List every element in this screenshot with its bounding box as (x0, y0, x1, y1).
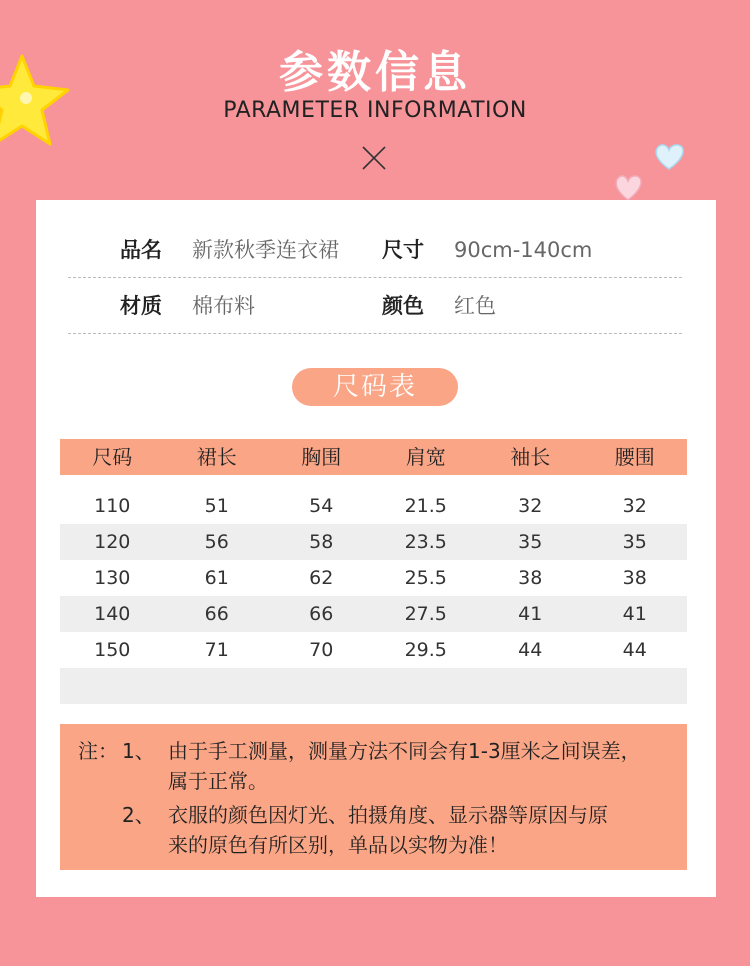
table-cell: 41 (622, 603, 647, 625)
table-cell: 44 (518, 639, 543, 661)
close-icon (360, 144, 388, 172)
column-header: 腰围 (614, 445, 655, 469)
table-cell: 66 (204, 603, 229, 625)
column-header: 肩宽 (405, 445, 446, 469)
table-cell: 23.5 (404, 531, 447, 553)
heart-icon (612, 173, 644, 203)
column-header: 胸围 (301, 445, 342, 469)
table-cell: 32 (622, 495, 647, 517)
column-header: 尺码 (92, 445, 133, 469)
table-cell: 38 (622, 567, 647, 589)
info-label: 尺寸 (382, 238, 424, 262)
table-cell: 150 (94, 639, 131, 661)
table-cell: 38 (518, 567, 543, 589)
table-cell: 66 (309, 603, 334, 625)
note-text: 衣服的颜色因灯光、拍摄角度、显示器等原因与原 (168, 803, 608, 827)
note-item (78, 800, 669, 860)
info-label: 颜色 (382, 294, 424, 318)
table-cell: 130 (94, 567, 131, 589)
column-header: 袖长 (510, 445, 551, 469)
table-row (60, 488, 687, 524)
table-cell: 21.5 (404, 495, 447, 517)
table-cell: 41 (518, 603, 543, 625)
page-subtitle: PARAMETER INFORMATION (223, 98, 527, 123)
note-prefix: 注： (78, 739, 118, 763)
note-number: 2、 (122, 803, 155, 827)
table-cell: 25.5 (404, 567, 447, 589)
column-header: 裙长 (196, 445, 237, 469)
size-chart-title: 尺码表 (292, 368, 458, 406)
note-item (78, 736, 669, 796)
table-cell: 54 (309, 495, 334, 517)
table-cell: 71 (204, 639, 229, 661)
table-row (60, 524, 687, 560)
heart-icon (652, 142, 686, 172)
table-cell: 51 (204, 495, 229, 517)
table-cell: 70 (309, 639, 334, 661)
table-cell: 29.5 (404, 639, 447, 661)
info-value: 棉布料 (192, 294, 255, 318)
notes-box (60, 724, 687, 870)
info-row (68, 222, 682, 278)
page-title: 参数信息 (279, 47, 471, 98)
table-cell: 110 (94, 495, 131, 517)
info-value: 90cm-140cm (454, 238, 593, 262)
note-text: 由于手工测量，测量方法不同会有1-3厘米之间误差， (168, 739, 641, 763)
table-cell: 27.5 (404, 603, 447, 625)
note-text: 属于正常。 (168, 769, 268, 793)
note-text: 来的原色有所区别，单品以实物为准！ (168, 833, 508, 857)
table-cell: 35 (518, 531, 543, 553)
table-cell: 56 (204, 531, 229, 553)
table-row (60, 632, 687, 668)
info-label: 品名 (120, 238, 162, 262)
table-cell: 44 (622, 639, 647, 661)
note-number: 1、 (122, 739, 155, 763)
table-cell: 32 (518, 495, 543, 517)
table-cell: 62 (309, 567, 334, 589)
table-cell: 120 (94, 531, 131, 553)
info-value: 新款秋季连衣裙 (192, 238, 339, 262)
table-row (60, 560, 687, 596)
info-label: 材质 (120, 294, 162, 318)
info-card (36, 200, 716, 897)
table-row (60, 596, 687, 632)
table-row-empty (60, 668, 687, 704)
info-row (68, 278, 682, 334)
table-header (60, 439, 687, 475)
size-table (60, 439, 687, 704)
info-value: 红色 (454, 294, 496, 318)
table-cell: 61 (204, 567, 229, 589)
table-cell: 140 (94, 603, 131, 625)
table-cell: 35 (622, 531, 647, 553)
table-cell: 58 (309, 531, 334, 553)
